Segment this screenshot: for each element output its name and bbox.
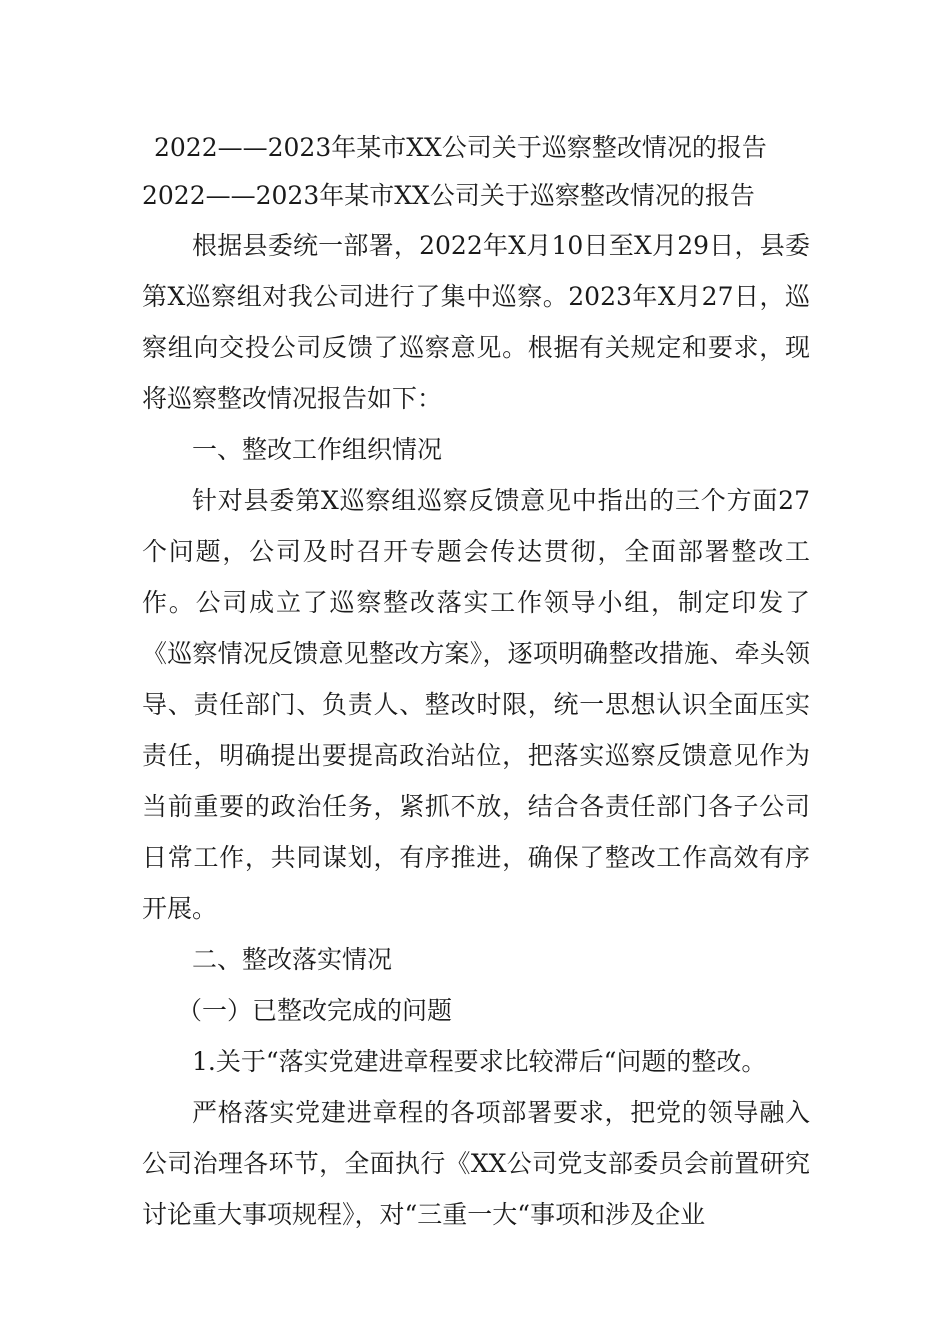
subsection-1-heading: （一）已整改完成的问题 (177, 996, 453, 1025)
item-1-heading: 1.关于“落实党建进章程要求比较滞后“问题的整改。 (192, 1047, 767, 1076)
intro-paragraph: 根据县委统一部署，2022年X月10日至X月29日，县委第X巡察组对我公司进行了集中巡察。2023年X月27日，巡察组向交投公司反馈了巡察意见。根据有关规定和要求，现将巡察整改情况报告如下： (142, 231, 810, 413)
document-title-line-2: 2022——2023年某市XX公司关于巡察整改情况的报告 (142, 181, 755, 210)
section-1-heading: 一、整改工作组织情况 (192, 435, 443, 464)
document-title-line-1: 2022——2023年某市XX公司关于巡察整改情况的报告 (154, 133, 767, 162)
item-1-paragraph: 严格落实党建进章程的各项部署要求，把党的领导融入公司治理各环节，全面执行《XX公司党支部委员会前置研究讨论重大事项规程》，对“三重一大“事项和涉及企业 (142, 1098, 810, 1229)
document-body (142, 124, 810, 1240)
section-2-heading: 二、整改落实情况 (192, 945, 393, 974)
section-1-paragraph: 针对县委第X巡察组巡察反馈意见中指出的三个方面27个问题，公司及时召开专题会传达贯彻，全面部署整改工作。公司成立了巡察整改落实工作领导小组，制定印发了《巡察情况反馈意见整改方案》，逐项明确整改措施、牵头领导、责任部门、负责人、整改时限，统一思想认识全面压实责任，明确提出要提高政治站位，把落实巡察反馈意见作为当前重要的政治任务，紧抓不放，结合各责任部门各子公司日常工作，共同谋划，有序推进，确保了整改工作高效有序开展。 (142, 486, 810, 923)
